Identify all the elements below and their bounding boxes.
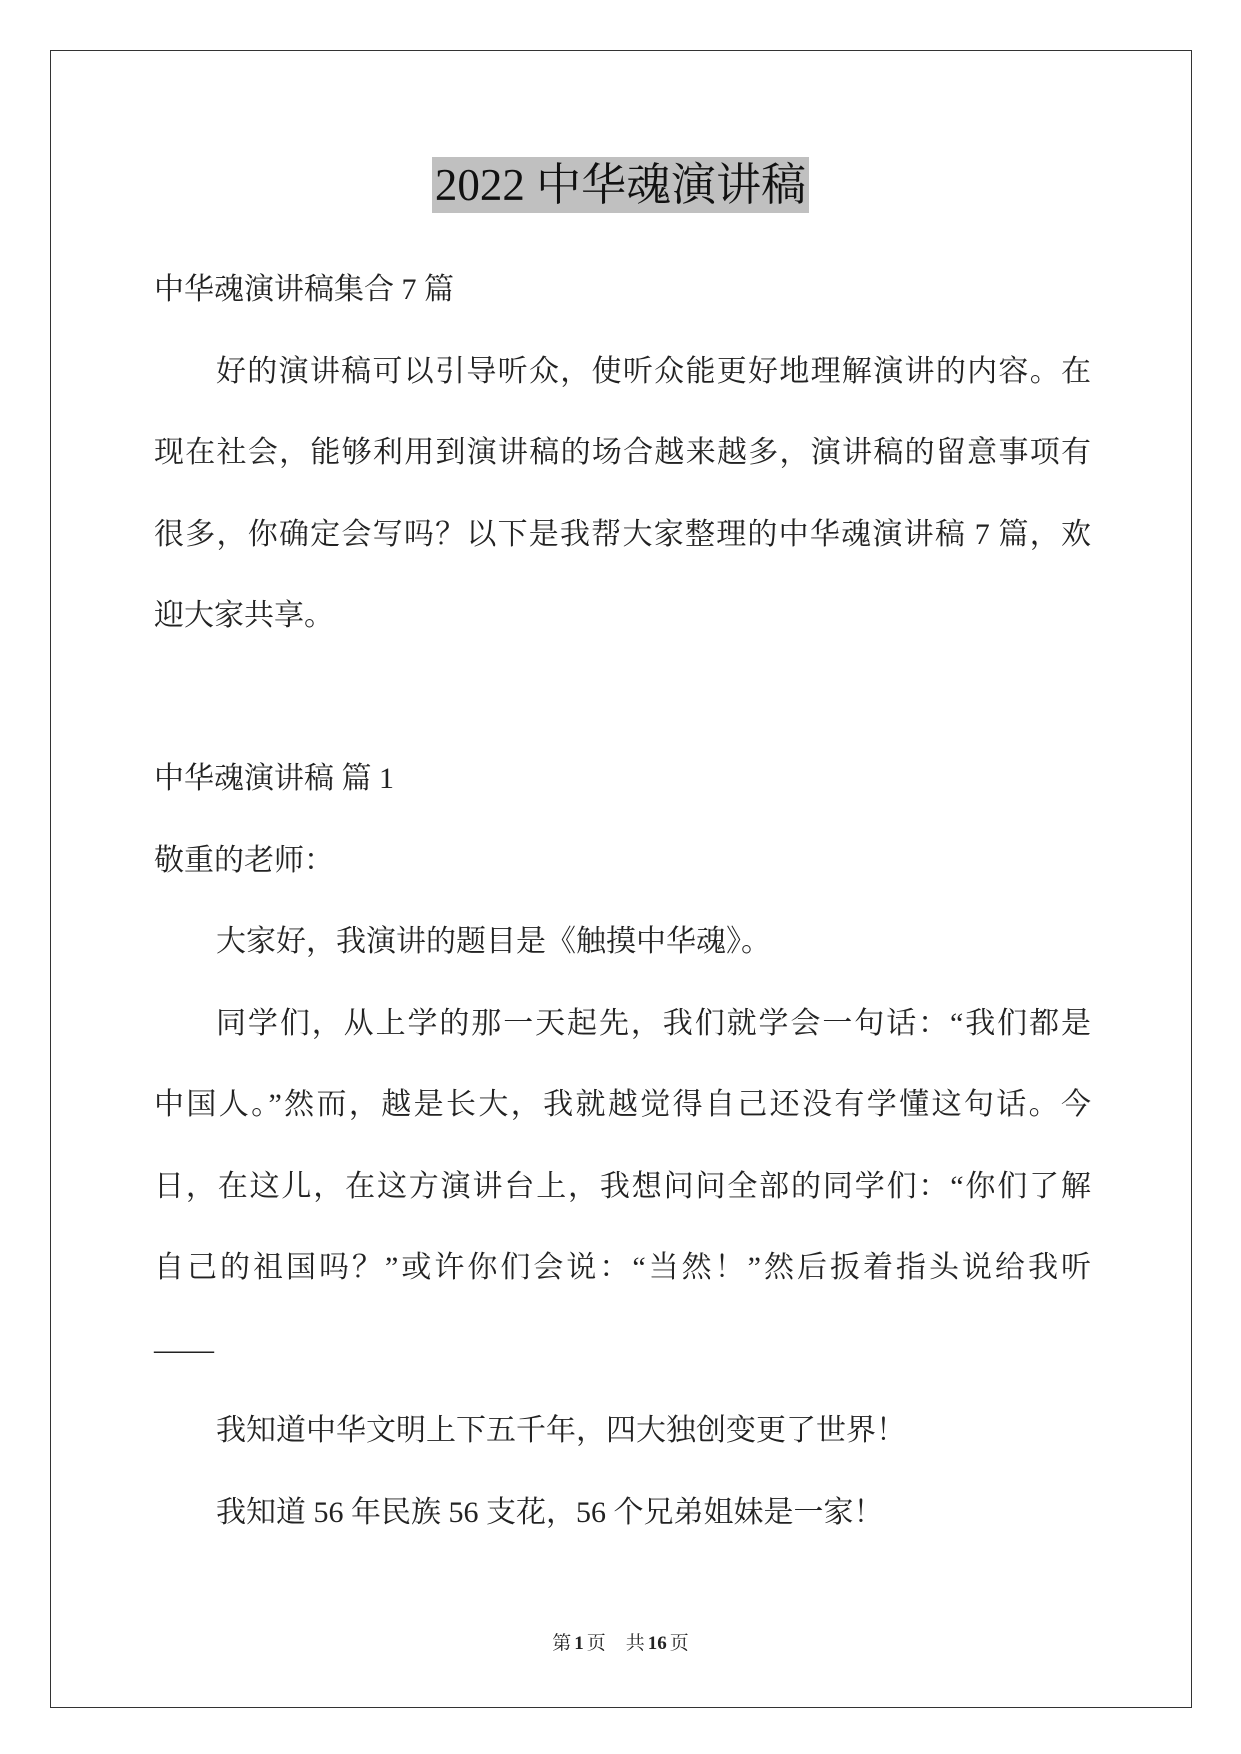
page-number: 1 bbox=[574, 1633, 584, 1654]
body-line: 自己的祖国吗？”或许你们会说：“当然！”然后扳着指头说给我听 bbox=[154, 1251, 1091, 1284]
intro-line: 现在社会，能够利用到演讲稿的场合越来越多，演讲稿的留意事项有 bbox=[154, 436, 1091, 469]
body-paragraph-3: 我知道 56 年民族 56 支花，56 个兄弟姐妹是一家！ bbox=[216, 1495, 884, 1529]
body-line: 中国人。”然而，越是长大，我就越觉得自己还没有学懂这句话。今 bbox=[154, 1088, 1091, 1121]
total-pages: 16 bbox=[647, 1633, 667, 1654]
title-area bbox=[0, 157, 1241, 213]
intro-line: 很多，你确定会写吗？以下是我帮大家整理的中华魂演讲稿 7 篇，欢 bbox=[154, 517, 1091, 551]
total-pages-prefix: 共 bbox=[625, 1633, 645, 1654]
section-heading: 中华魂演讲稿 篇 1 bbox=[154, 762, 394, 795]
intro-line: 迎大家共享。 bbox=[154, 599, 334, 632]
body-paragraph-1 bbox=[154, 983, 1091, 1391]
total-pages-suffix: 页 bbox=[669, 1633, 689, 1654]
blank-line bbox=[154, 657, 1091, 739]
document-subtitle: 中华魂演讲稿集合 7 篇 bbox=[154, 273, 454, 306]
page-footer bbox=[0, 1630, 1241, 1658]
intro-line: 好的演讲稿可以引导听众，使听众能更好地理解演讲的内容。在 bbox=[216, 354, 1091, 388]
body-line: 同学们，从上学的那一天起先，我们就学会一句话：“我们都是 bbox=[216, 1006, 1091, 1040]
document-title: 2022 中华魂演讲稿 bbox=[432, 157, 809, 213]
salutation: 敬重的老师： bbox=[154, 843, 334, 877]
body-line-dash: —— bbox=[154, 1332, 214, 1366]
body-paragraph-2: 我知道中华文明上下五千年，四大独创变更了世界！ bbox=[216, 1414, 906, 1447]
page-number-prefix: 第 bbox=[552, 1633, 572, 1654]
document-body bbox=[154, 249, 1091, 1553]
greeting-paragraph: 大家好，我演讲的题目是《触摸中华魂》。 bbox=[216, 925, 771, 958]
body-line: 日，在这儿，在这方演讲台上，我想问问全部的同学们：“你们了解 bbox=[154, 1169, 1091, 1203]
page-number-suffix: 页 bbox=[586, 1633, 606, 1654]
intro-paragraph bbox=[154, 331, 1091, 657]
